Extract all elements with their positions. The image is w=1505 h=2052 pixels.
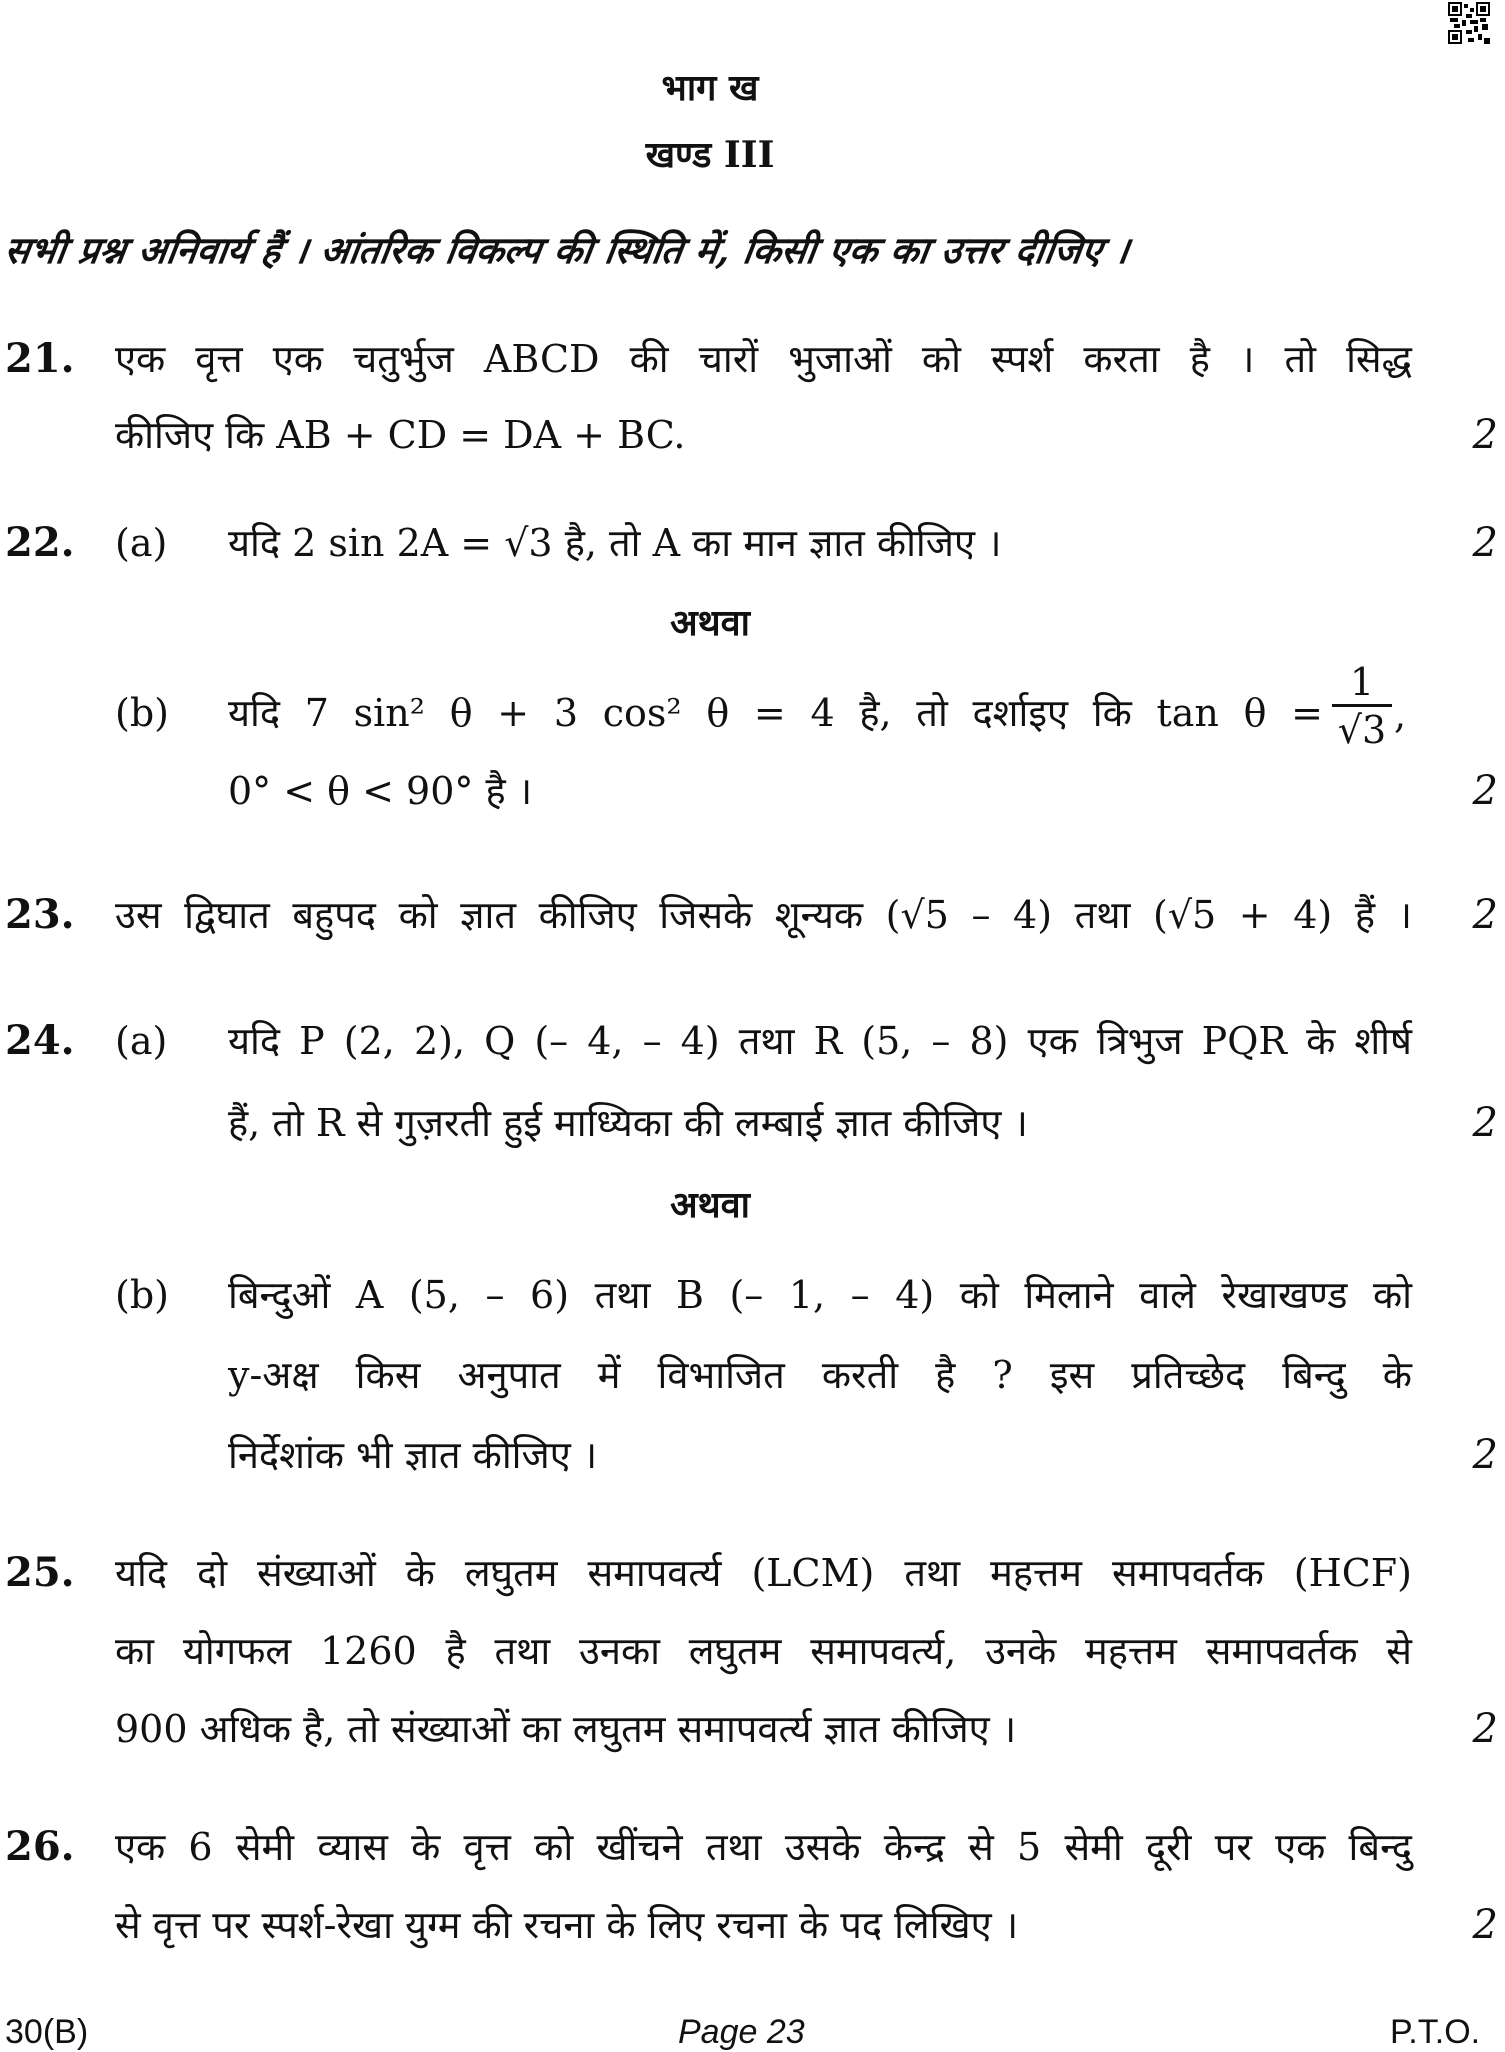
part-label: (b): [115, 1273, 169, 1317]
marks: 2: [1472, 892, 1498, 938]
marks: 2: [1472, 1902, 1498, 1948]
question-number: 21.: [5, 335, 75, 382]
question-text-line: y-अक्ष किस अनुपात में विभाजित करती है ? इस प्रतिच्छेद बिन्दु के: [228, 1353, 1412, 1397]
marks: 2: [1472, 1432, 1498, 1478]
question-text-line: 0° < θ < 90° है ।: [228, 769, 533, 813]
pto-label: P.T.O.: [1390, 2013, 1481, 2051]
part-label: (a): [115, 521, 168, 565]
part-label: (b): [115, 691, 169, 735]
qr-code-icon: [1448, 2, 1490, 44]
marks: 2: [1472, 412, 1498, 458]
question-text-line: कीजिए कि AB + CD = DA + BC.: [115, 413, 686, 457]
fraction-numerator: 1: [1332, 660, 1392, 707]
section-heading: खण्ड III: [645, 134, 775, 176]
question-text-line: एक 6 सेमी व्यास के वृत्त को खींचने तथा उसके केन्द्र से 5 सेमी दूरी पर एक बिन्दु: [115, 1825, 1412, 1869]
question-text-line: यदि दो संख्याओं के लघुतम समापवर्त्य (LCM) तथा महत्तम समापवर्तक (HCF): [115, 1551, 1412, 1595]
fraction-denominator: √3: [1337, 708, 1387, 752]
marks: 2: [1472, 520, 1498, 566]
page-number: Page 23: [678, 2013, 805, 2051]
question-text-line: यदि P (2, 2), Q (– 4, – 4) तथा R (5, – 8) एक त्रिभुज PQR के शीर्ष: [228, 1019, 1412, 1063]
question-text-line: बिन्दुओं A (5, – 6) तथा B (– 1, – 4) को मिलाने वाले रेखाखण्ड को: [228, 1273, 1412, 1317]
question-text-line: से वृत्त पर स्पर्श-रेखा युग्म की रचना के लिए रचना के पद लिखिए ।: [115, 1903, 1019, 1947]
question-text-line: यदि 2 sin 2A = √3 है, तो A का मान ज्ञात कीजिए ।: [228, 521, 1002, 565]
question-text-line: यदि 7 sin² θ + 3 cos² θ = 4 है, तो दर्शाइए कि tan θ =: [228, 691, 1323, 735]
question-number: 23.: [5, 891, 75, 938]
marks: 2: [1472, 768, 1498, 814]
question-number: 24.: [5, 1017, 75, 1064]
fraction-suffix: ,: [1394, 693, 1407, 737]
marks: 2: [1472, 1100, 1498, 1146]
or-separator: अथवा: [670, 602, 750, 644]
question-text-line: निर्देशांक भी ज्ञात कीजिए ।: [228, 1433, 598, 1477]
question-text-line: का योगफल 1260 है तथा उनका लघुतम समापवर्त्य, उनके महत्तम समापवर्तक से: [115, 1629, 1412, 1673]
question-text-line: 900 अधिक है, तो संख्याओं का लघुतम समापवर्त्य ज्ञात कीजिए ।: [115, 1707, 1017, 1751]
question-text-line: एक वृत्त एक चतुर्भुज ABCD की चारों भुजाओं को स्पर्श करता है । तो सिद्ध: [115, 337, 1412, 381]
fraction: [1332, 660, 1392, 753]
part-label: (a): [115, 1019, 168, 1063]
paper-code: 30(B): [5, 2013, 89, 2051]
instructions: सभी प्रश्न अनिवार्य हैं । आंतरिक विकल्प की स्थिति में, किसी एक का उत्तर दीजिए ।: [1, 228, 1133, 272]
or-separator: अथवा: [670, 1184, 750, 1226]
question-number: 26.: [5, 1823, 75, 1870]
question-text-line: उस द्विघात बहुपद को ज्ञात कीजिए जिसके शून्यक (√5 – 4) तथा (√5 + 4) हैं ।: [115, 893, 1412, 937]
question-text-line: हैं, तो R से गुज़रती हुई माध्यिका की लम्बाई ज्ञात कीजिए ।: [228, 1101, 1028, 1145]
question-number: 22.: [5, 519, 75, 566]
marks: 2: [1472, 1706, 1498, 1752]
part-heading: भाग ख: [661, 67, 759, 109]
question-number: 25.: [5, 1549, 75, 1596]
